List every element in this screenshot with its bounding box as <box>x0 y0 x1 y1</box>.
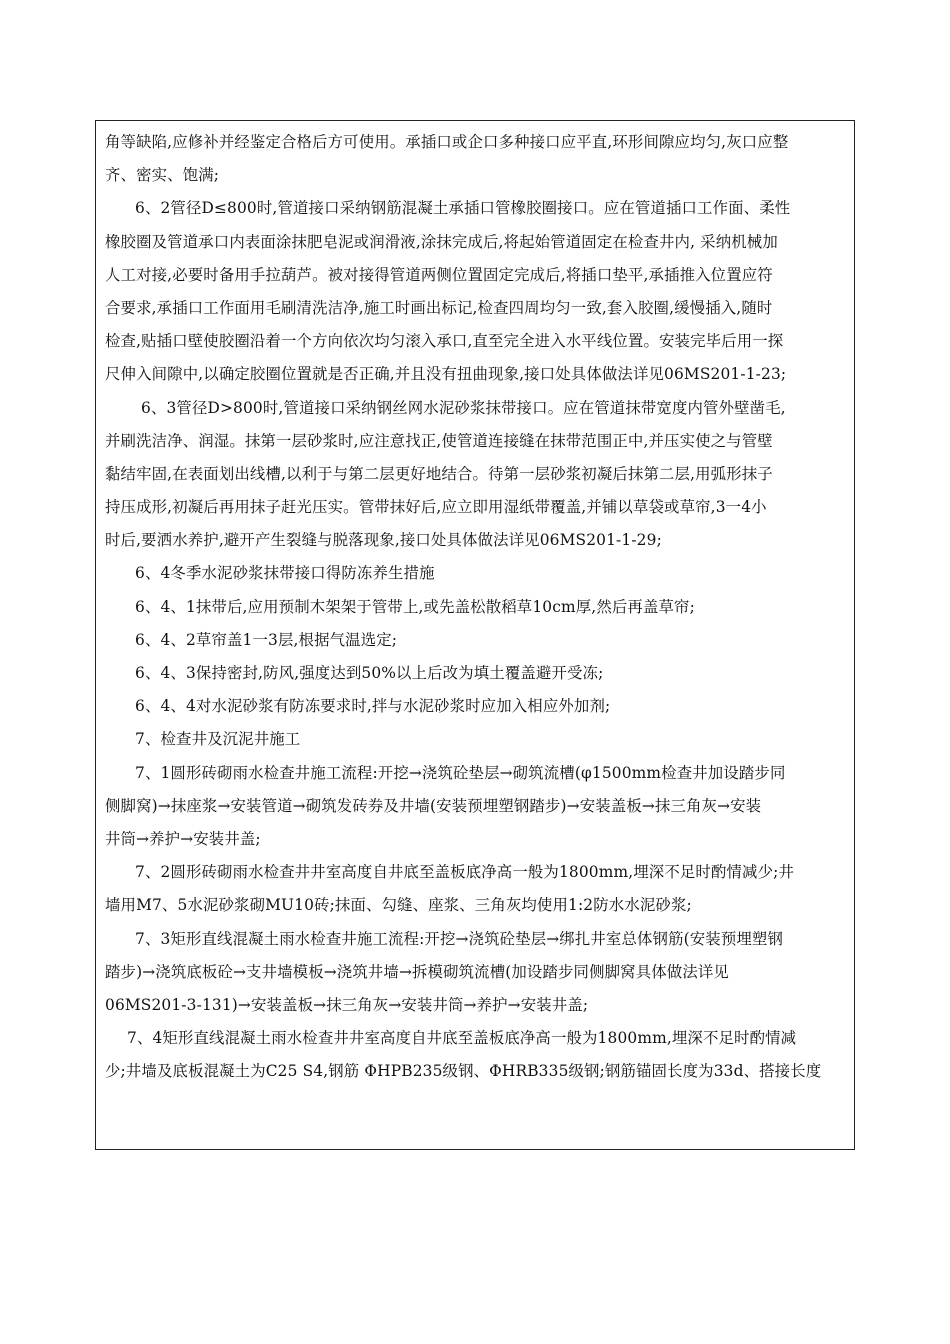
text-line: 人工对接,必要时备用手拉葫芦。被对接得管道两侧位置固定完成后,将插口垫平,承插推入位置应符 <box>105 265 773 284</box>
text-line: 6、4、2草帘盖1一3层,根据气温选定; <box>135 630 398 649</box>
text-line: 墙用M7、5水泥砂浆砌MU10砖;抹面、勾缝、座浆、三角灰均使用1:2防水水泥砂浆; <box>105 896 692 915</box>
text-line: 角等缺陷,应修补并经鉴定合格后方可使用。承插口或企口多种接口应平直,环形间隙应均匀,灰口应整 <box>105 133 789 151</box>
text-line: 并刷洗洁净、润湿。抹第一层砂浆时,应注意找正,使管道连接缝在抹带范围正中,并压实使之与管壁 <box>105 431 773 450</box>
text-line: 7、4矩形直线混凝土雨水检查井井室高度自井底至盖板底净高一般为1800mm,埋深不足时酌情减 <box>127 1029 797 1048</box>
text-line: 检查,贴插口壁使胶圈沿着一个方向依次均匀滚入承口,直至完全进入水平线位置。安装完毕后用一探 <box>105 332 784 351</box>
text-line: 持压成形,初凝后再用抹子赶光压实。管带抹好后,应立即用湿纸带覆盖,并铺以草袋或草帘,3一4小 <box>105 498 767 517</box>
text-line: 侧脚窝)→抹座浆→安装管道→砌筑发砖券及井墙(安装预埋塑钢踏步)→安装盖板→抹三角灰→安装 <box>105 796 762 815</box>
text-frame <box>95 120 855 1150</box>
text-line: 06MS201-3-131)→安装盖板→抹三角灰→安装井筒→养护→安装井盖; <box>105 995 589 1014</box>
text-line: 橡胶圈及管道承口内表面涂抹肥皂泥或润滑液,涂抹完成后,将起始管道固定在检查井内, 采纳机械加 <box>105 232 778 251</box>
text-line: 6、4、1抹带后,应用预制木架架于管带上,或先盖松散稻草10cm厚,然后再盖草帘; <box>135 597 695 616</box>
text-line: 7、1圆形砖砌雨水检查井施工流程:开挖→浇筑砼垫层→砌筑流槽(φ1500mm检查井加设踏步同 <box>135 763 786 782</box>
text-line: 合要求,承插口工作面用毛刷清洗洁净,施工时画出标记,检查四周均匀一致,套入胶圈,缓慢插入,随时 <box>105 298 773 317</box>
text-line: 6、3管径D>800时,管道接口采纳钢丝网水泥砂浆抹带接口。应在管道抹带宽度内管外壁凿毛, <box>141 398 786 417</box>
text-line: 7、2圆形砖砌雨水检查井井室高度自井底至盖板底净高一般为1800mm,埋深不足时酌情减少;井 <box>135 863 794 882</box>
body-text <box>105 126 847 1088</box>
text-line: 6、2管径D≤800时,管道接口采纳钢筋混凝土承插口管橡胶圈接口。应在管道插口工作面、柔性 <box>135 199 791 218</box>
text-line: 6、4、4对水泥砂浆有防冻要求时,拌与水泥砂浆时应加入相应外加剂; <box>135 697 611 716</box>
text-line: 井筒→养护→安装井盖; <box>105 829 261 848</box>
text-line: 6、4冬季水泥砂浆抹带接口得防冻养生措施 <box>135 564 435 583</box>
text-line: 踏步)→浇筑底板砼→支井墙模板→浇筑井墙→拆模砌筑流槽(加设踏步同侧脚窝具体做法详见 <box>105 962 729 981</box>
text-line: 时后,要洒水养护,避开产生裂缝与脱落现象,接口处具体做法详见06MS201-1-29; <box>105 531 662 550</box>
text-line: 黏结牢固,在表面划出线槽,以利于与第二层更好地结合。待第一层砂浆初凝后抹第二层,用弧形抹子 <box>105 464 773 483</box>
text-line: 齐、密实、饱满; <box>105 166 220 185</box>
text-line: 7、检查井及沉泥井施工 <box>135 730 301 749</box>
text-line: 6、4、3保持密封,防风,强度达到50%以上后改为填土覆盖避开受冻; <box>135 664 604 682</box>
text-line: 7、3矩形直线混凝土雨水检查井施工流程:开挖→浇筑砼垫层→绑扎井室总体钢筋(安装预埋塑钢 <box>135 929 784 948</box>
text-line: 少;井墙及底板混凝土为C25 S4,钢筋 ΦHPB235级钢、ΦHRB335级钢;钢筋锚固长度为33d、搭接长度 <box>105 1062 822 1081</box>
text-line: 尺伸入间隙中,以确定胶圈位置就是否正确,并且没有扭曲现象,接口处具体做法详见06MS201-1-23; <box>105 365 787 384</box>
